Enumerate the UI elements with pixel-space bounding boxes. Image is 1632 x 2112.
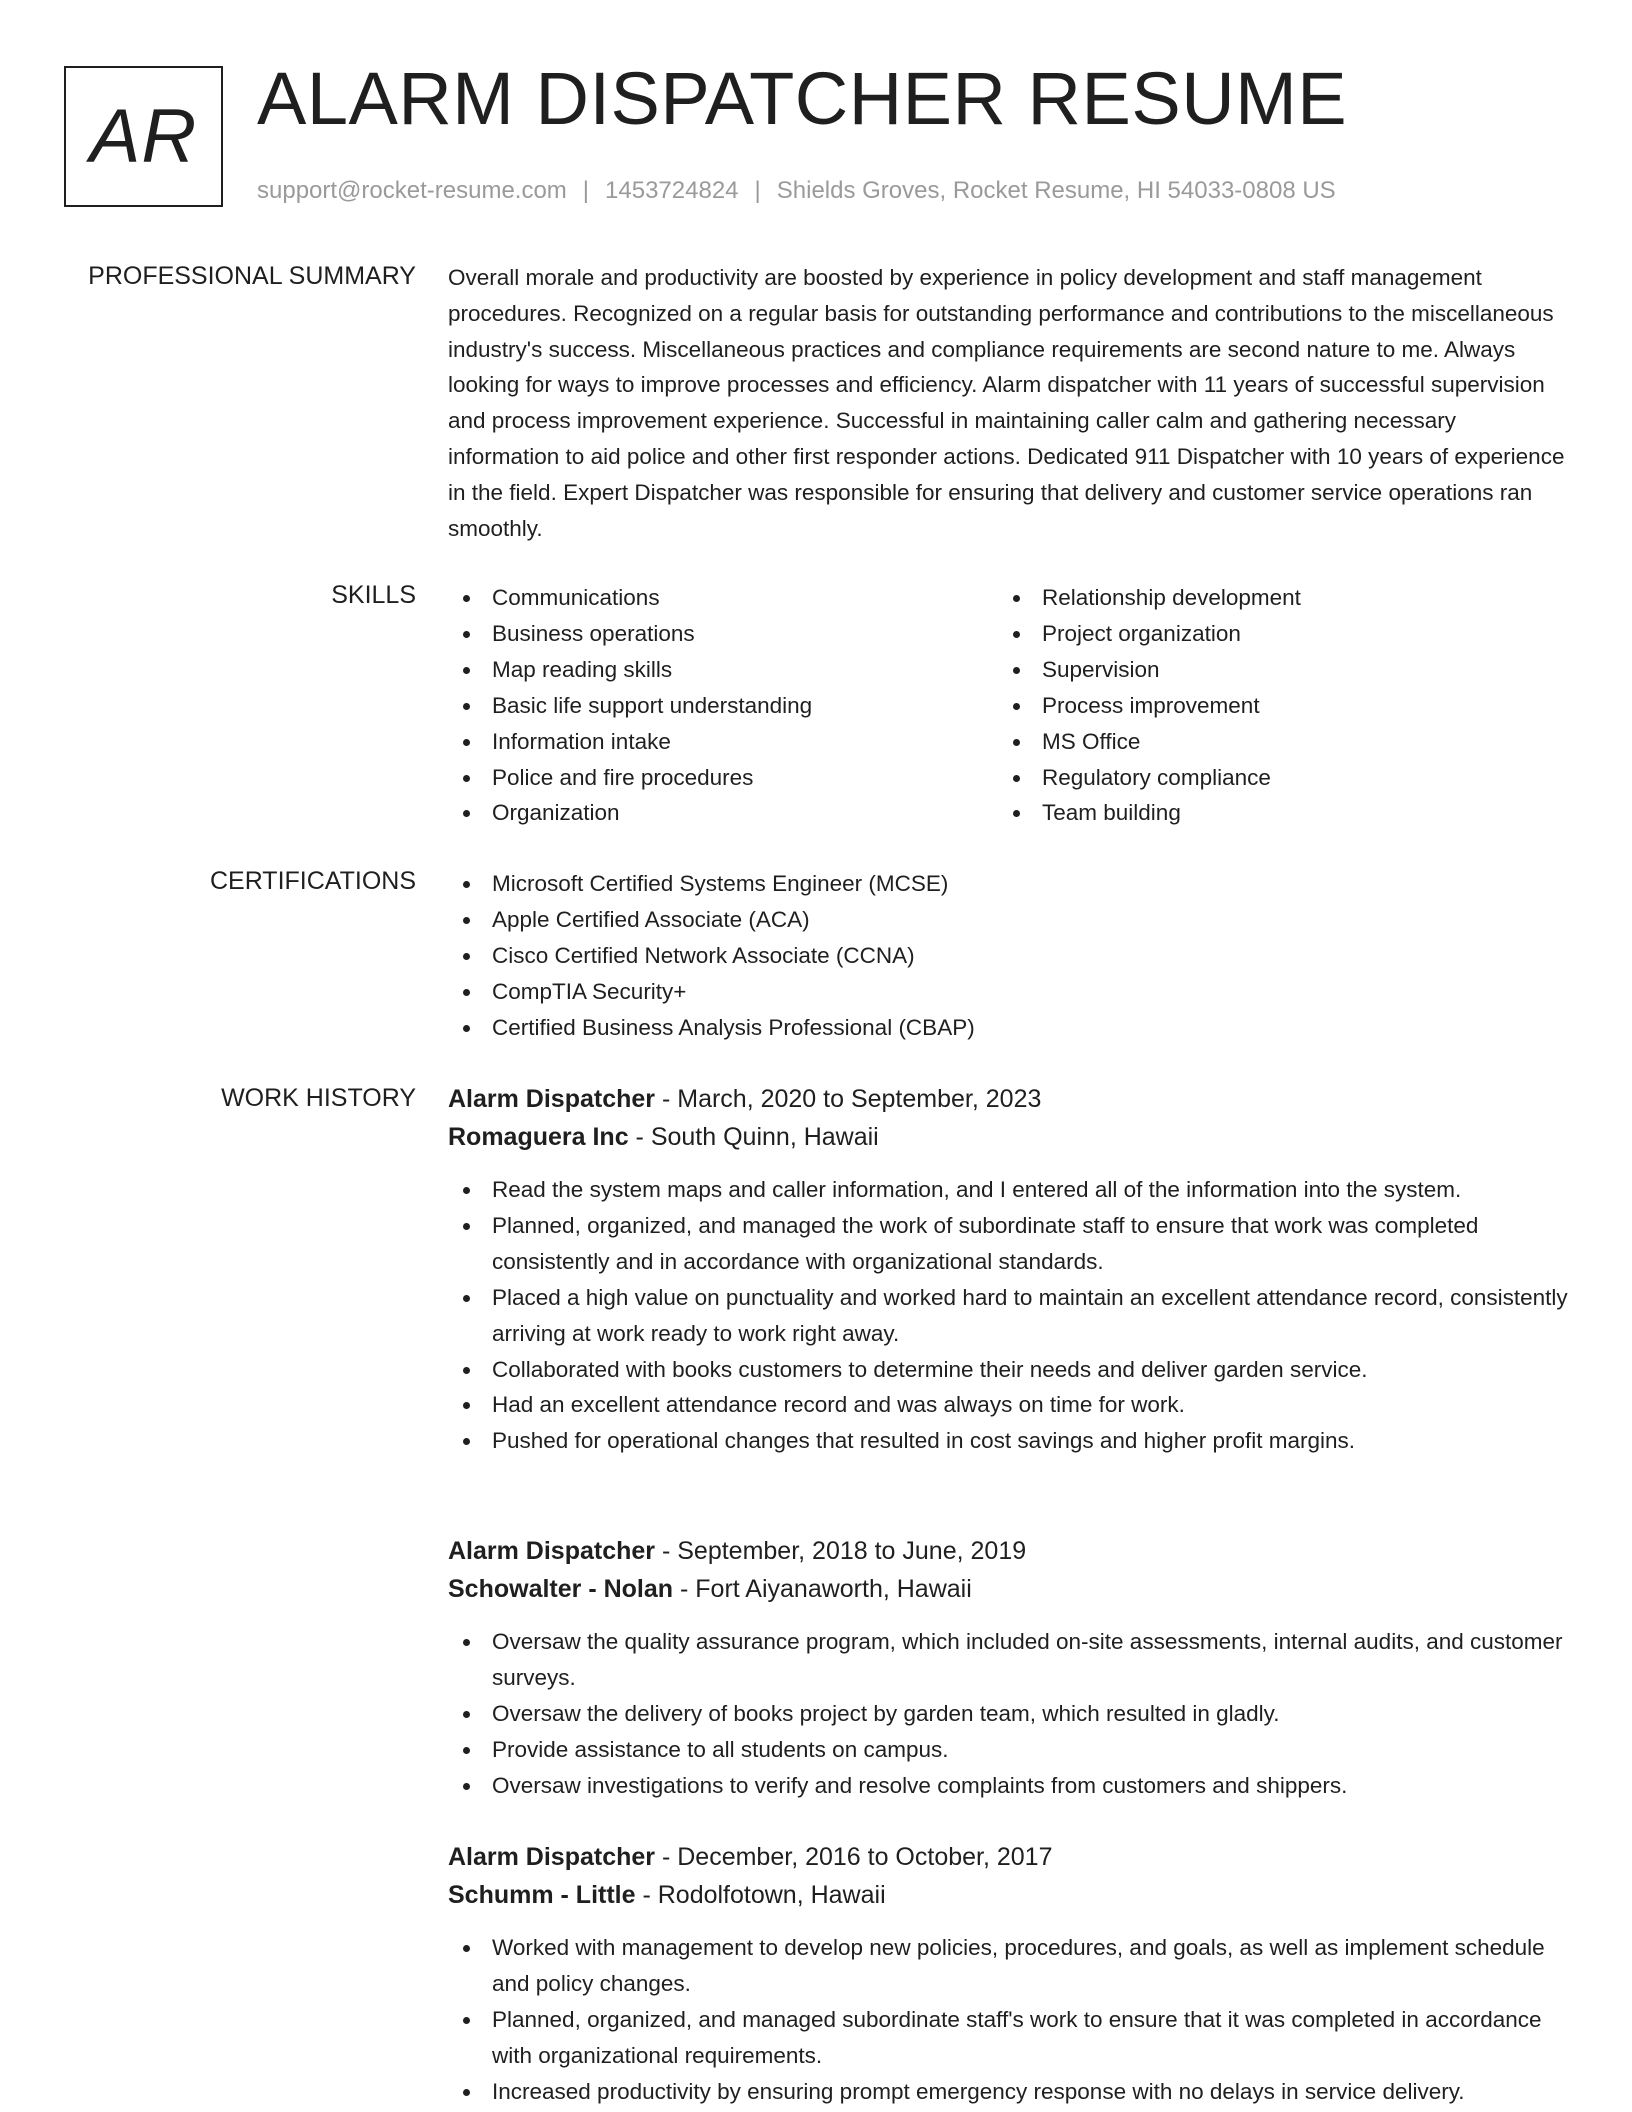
certification-item: Certified Business Analysis Professional (CBAP) — [448, 1010, 1568, 1046]
job-company-line — [448, 1118, 1568, 1156]
skills-columns — [448, 580, 1568, 831]
skills-column-left — [448, 580, 998, 831]
contact-separator: | — [754, 177, 761, 204]
monogram-box — [64, 66, 223, 207]
skill-item: Basic life support understanding — [448, 688, 998, 724]
job-bullet: Planned, organized, and managed subordinate staff's work to ensure that it was completed in accordance with organizational requirements. — [448, 2002, 1568, 2074]
certification-item: Microsoft Certified Systems Engineer (MCSE) — [448, 866, 1568, 902]
skill-item: Project organization — [998, 616, 1548, 652]
job-dates: - September, 2018 to June, 2019 — [655, 1537, 1027, 1565]
job-location: - Rodolfotown, Hawaii — [635, 1881, 886, 1909]
job-bullet: Read the system maps and caller information, and I entered all of the information into the system. — [448, 1172, 1568, 1208]
skills-list-right — [998, 580, 1548, 831]
skill-item: Process improvement — [998, 688, 1548, 724]
summary-text: Overall morale and productivity are boosted by experience in policy development and staff management procedures. Recognized on a regular basis for outstanding performance and contributions to the miscellaneous industry's success. Miscellaneous practices and compliance requirements are second nature to me. Always looking for ways to improve processes and efficiency. Alarm dispatcher with 11 years of successful supervision and process improvement experience. Successful in maintaining caller calm and gathering necessary information to aid police and other first responder actions. Dedicated 911 Dispatcher with 10 years of experience in the field. Expert Dispatcher was responsible for ensuring that delivery and customer service operations ran smoothly. — [448, 265, 1565, 541]
contact-line — [257, 176, 1336, 206]
job-dates: - December, 2016 to October, 2017 — [655, 1843, 1053, 1871]
skill-item: Information intake — [448, 724, 998, 760]
skill-item: Organization — [448, 795, 998, 831]
job-bullet: Oversaw the quality assurance program, which included on-site assessments, internal audits, and customer surveys. — [448, 1624, 1568, 1696]
certification-item: Cisco Certified Network Associate (CCNA) — [448, 938, 1568, 974]
skill-item: Relationship development — [998, 580, 1548, 616]
job-bullet: Had an excellent attendance record and was always on time for work. — [448, 1387, 1568, 1423]
job-bullet: Increased productivity by ensuring prompt emergency response with no delays in service delivery. — [448, 2074, 1568, 2110]
certification-item: Apple Certified Associate (ACA) — [448, 902, 1568, 938]
job-company: Schumm - Little — [448, 1881, 636, 1909]
job-dates: - March, 2020 to September, 2023 — [655, 1085, 1042, 1113]
job-bullet: Oversaw investigations to verify and resolve complaints from customers and shippers. — [448, 1768, 1568, 1804]
job-bullet: Oversaw the delivery of books project by garden team, which resulted in gladly. — [448, 1696, 1568, 1732]
job-entry — [448, 1838, 1568, 2110]
job-company-line — [448, 1876, 1568, 1914]
job-bullets — [448, 1172, 1568, 1459]
job-bullet: Pushed for operational changes that resulted in cost savings and higher profit margins. — [448, 1423, 1568, 1459]
job-entry — [448, 1532, 1568, 1804]
job-location: - Fort Aiyanaworth, Hawaii — [673, 1575, 972, 1603]
contact-address: Shields Groves, Rocket Resume, HI 54033-0808 US — [776, 177, 1336, 204]
job-bullets — [448, 1930, 1568, 2110]
contact-phone[interactable]: 1453724824 — [605, 177, 739, 204]
job-company-line — [448, 1570, 1568, 1608]
skill-item: Business operations — [448, 616, 998, 652]
skill-item: MS Office — [998, 724, 1548, 760]
resume-title: ALARM DISPATCHER RESUME — [257, 57, 1348, 140]
job-entry — [448, 1080, 1568, 1459]
skills-column-right — [998, 580, 1548, 831]
job-company: Romaguera Inc — [448, 1123, 629, 1151]
job-title: Alarm Dispatcher — [448, 1843, 656, 1871]
contact-email[interactable]: support@rocket-resume.com — [257, 177, 567, 204]
job-title-line — [448, 1080, 1568, 1118]
certifications-body — [448, 866, 1568, 1046]
certifications-heading: CERTIFICATIONS — [209, 867, 416, 895]
job-bullets — [448, 1624, 1568, 1804]
job-location: - South Quinn, Hawaii — [628, 1123, 879, 1151]
job-bullet: Provide assistance to all students on campus. — [448, 1732, 1568, 1768]
skill-item: Communications — [448, 580, 998, 616]
job-title: Alarm Dispatcher — [448, 1085, 656, 1113]
summary-heading: PROFESSIONAL SUMMARY — [88, 262, 416, 290]
skill-item: Team building — [998, 795, 1548, 831]
certification-item: CompTIA Security+ — [448, 974, 1568, 1010]
monogram-initials: AR — [89, 93, 198, 179]
skill-item: Regulatory compliance — [998, 760, 1548, 796]
contact-separator: | — [582, 177, 590, 204]
job-bullet: Planned, organized, and managed the work of subordinate staff to ensure that work was completed consistently and in accordance with organizational standards. — [448, 1208, 1568, 1280]
skills-heading: SKILLS — [331, 581, 416, 609]
skill-item: Map reading skills — [448, 652, 998, 688]
job-bullet: Collaborated with books customers to determine their needs and deliver garden service. — [448, 1352, 1568, 1388]
skills-list-left — [448, 580, 998, 831]
skills-body — [448, 580, 1568, 831]
certifications-list — [448, 866, 1568, 1046]
skill-item: Supervision — [998, 652, 1548, 688]
skill-item: Police and fire procedures — [448, 760, 998, 796]
job-title-line — [448, 1838, 1568, 1876]
job-title-line — [448, 1532, 1568, 1570]
job-company: Schowalter - Nolan — [448, 1575, 674, 1603]
summary-body — [448, 260, 1568, 546]
job-bullet: Placed a high value on punctuality and worked hard to maintain an excellent attendance record, consistently arriving at work ready to work right away. — [448, 1280, 1568, 1352]
work-history-heading: WORK HISTORY — [221, 1084, 416, 1112]
job-title: Alarm Dispatcher — [448, 1537, 656, 1565]
job-bullet: Worked with management to develop new policies, procedures, and goals, as well as implement schedule and policy changes. — [448, 1930, 1568, 2002]
